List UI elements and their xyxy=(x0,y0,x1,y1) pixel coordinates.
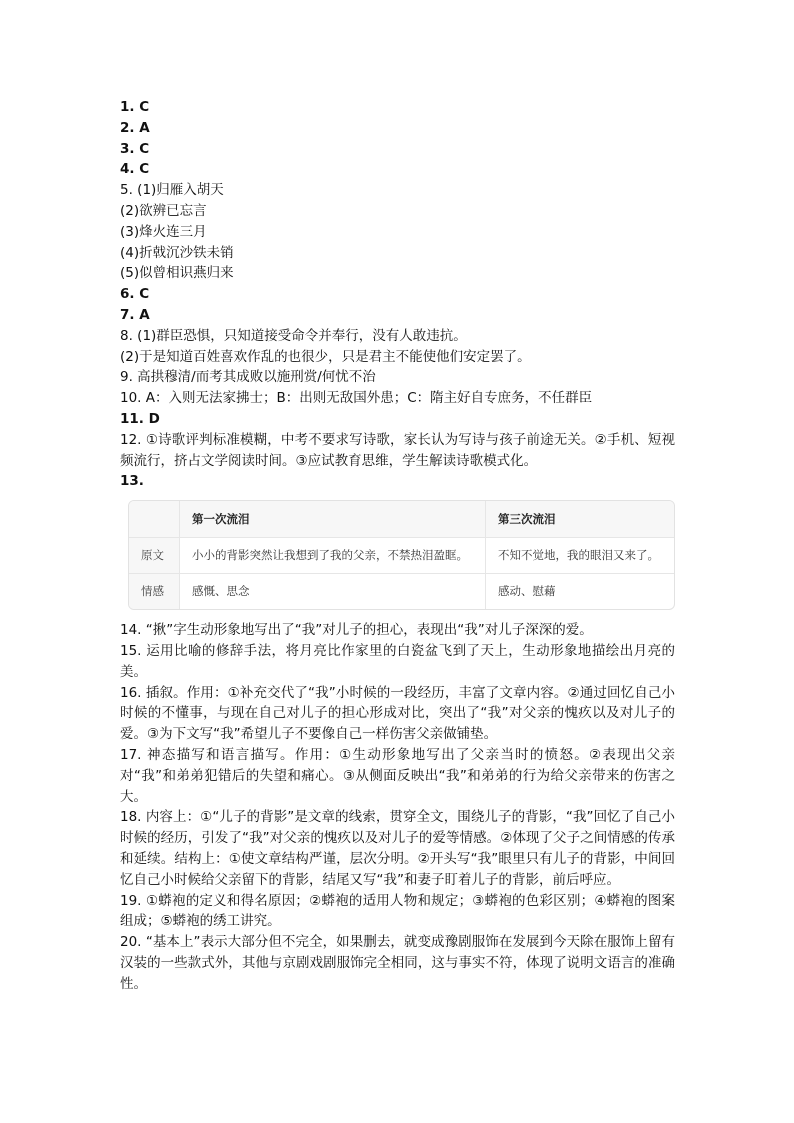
answer-5-line-5: (5)似曾相识燕归来 xyxy=(120,265,234,282)
answer-12: 12. ①诗歌评判标准模糊，中考不要求写诗歌，家长认为写诗与孩子前途无关。②手机、短视频流行，挤占文学阅读时间。③应试教育思维，学生解读诗歌模式化。 xyxy=(120,431,675,469)
table-row-label: 原文 xyxy=(129,538,180,574)
answer-14: 14. “揪”字生动形象地写出了“我”对儿子的担心，表现出“我”对儿子深深的爱。 xyxy=(120,622,593,639)
table-cell: 不知不觉地，我的眼泪又来了。 xyxy=(486,538,674,574)
answer-8-line-1: 8. (1)群臣恐惧，只知道接受命令并奉行，没有人敢违抗。 xyxy=(120,327,467,344)
table-row xyxy=(129,538,674,574)
table-row xyxy=(129,574,674,609)
answer-20: 20. “基本上”表示大部分但不完全，如果删去，就变成豫剧服饰在发展到今天除在服饰上留有汉装的一些款式外，其他与京剧戏剧服饰完全相同，这与事实不符，体现了说明文语言的准确性。 xyxy=(120,934,675,992)
table-cell: 感慨、思念 xyxy=(180,574,486,609)
answer-15: 15. 运用比喻的修辞手法，将月亮比作家里的白瓷盆飞到了天上，生动形象地描绘出月亮的美。 xyxy=(120,642,675,680)
answer-17: 17. 神态描写和语言描写。作用：①生动形象地写出了父亲当时的愤怒。②表现出父亲对“我”和弟弟犯错后的失望和痛心。③从侧面反映出“我”和弟弟的行为给父亲带来的伤害之大。 xyxy=(120,746,675,805)
answer-9: 9. 高拱穆清/而考其成败以施刑赏/何忧不治 xyxy=(120,369,376,386)
table-header-cell xyxy=(129,501,180,538)
answer-5-line-4: (4)折戟沉沙铁未销 xyxy=(120,244,234,261)
table-row-label: 情感 xyxy=(129,574,180,609)
answer-8-line-2: (2)于是知道百姓喜欢作乱的也很少，只是君主不能使他们安定罢了。 xyxy=(120,348,531,365)
answer-3: 3. C xyxy=(120,140,150,157)
answer-4: 4. C xyxy=(120,161,150,178)
answer-7: 7. A xyxy=(120,306,150,323)
answer-5-line-2: (2)欲辨已忘言 xyxy=(120,202,207,219)
answer-1: 1. C xyxy=(120,99,150,115)
answer-13-table xyxy=(128,500,675,610)
answer-6: 6. C xyxy=(120,286,150,303)
answer-13: 13. xyxy=(120,473,144,490)
answer-11: 11. D xyxy=(120,410,160,427)
table-cell: 小小的背影突然让我想到了我的父亲，不禁热泪盈眶。 xyxy=(180,538,486,574)
answer-16: 16. 插叙。作用：①补充交代了“我”小时候的一段经历，丰富了文章内容。②通过回忆自己小时候的不懂事，与现在自己对儿子的担心形成对比，突出了“我”对父亲的愧疚以及对儿子的爱。③为下文写“我”希望儿子不要像自己一样伤害父亲做铺垫。 xyxy=(120,684,675,743)
table-header-cell: 第一次流泪 xyxy=(180,501,486,538)
answer-5-line-3: (3)烽火连三月 xyxy=(120,223,207,240)
table-header-row xyxy=(129,501,674,538)
answer-sheet xyxy=(120,97,675,994)
table-header-cell: 第三次流泪 xyxy=(486,501,674,538)
answer-18: 18. 内容上：①“儿子的背影”是文章的线索，贯穿全文，围绕儿子的背影，“我”回忆了自己小时候的经历，引发了“我”对父亲的愧疚以及对儿子的爱等情感。②体现了父子之间情感的传承和延续。结构上：①使文章结构严谨，层次分明。②开头写“我”眼里只有儿子的背影，中间回忆自己小时候给父亲留下的背影，结尾又写“我”和妻子盯着儿子的背影，前后呼应。 xyxy=(120,809,675,888)
answer-19: 19. ①蟒袍的定义和得名原因；②蟒袍的适用人物和规定；③蟒袍的色彩区别；④蟒袍的图案组成；⑤蟒袍的绣工讲究。 xyxy=(120,892,675,930)
answer-10: 10. A：入则无法家拂士；B：出则无敌国外患；C：隋主好自专庶务，不任群臣 xyxy=(120,390,593,407)
table-cell: 感动、慰藉 xyxy=(497,584,556,599)
answer-2: 2. A xyxy=(120,119,150,136)
answer-5-line-1: 5. (1)归雁入胡天 xyxy=(120,182,224,199)
